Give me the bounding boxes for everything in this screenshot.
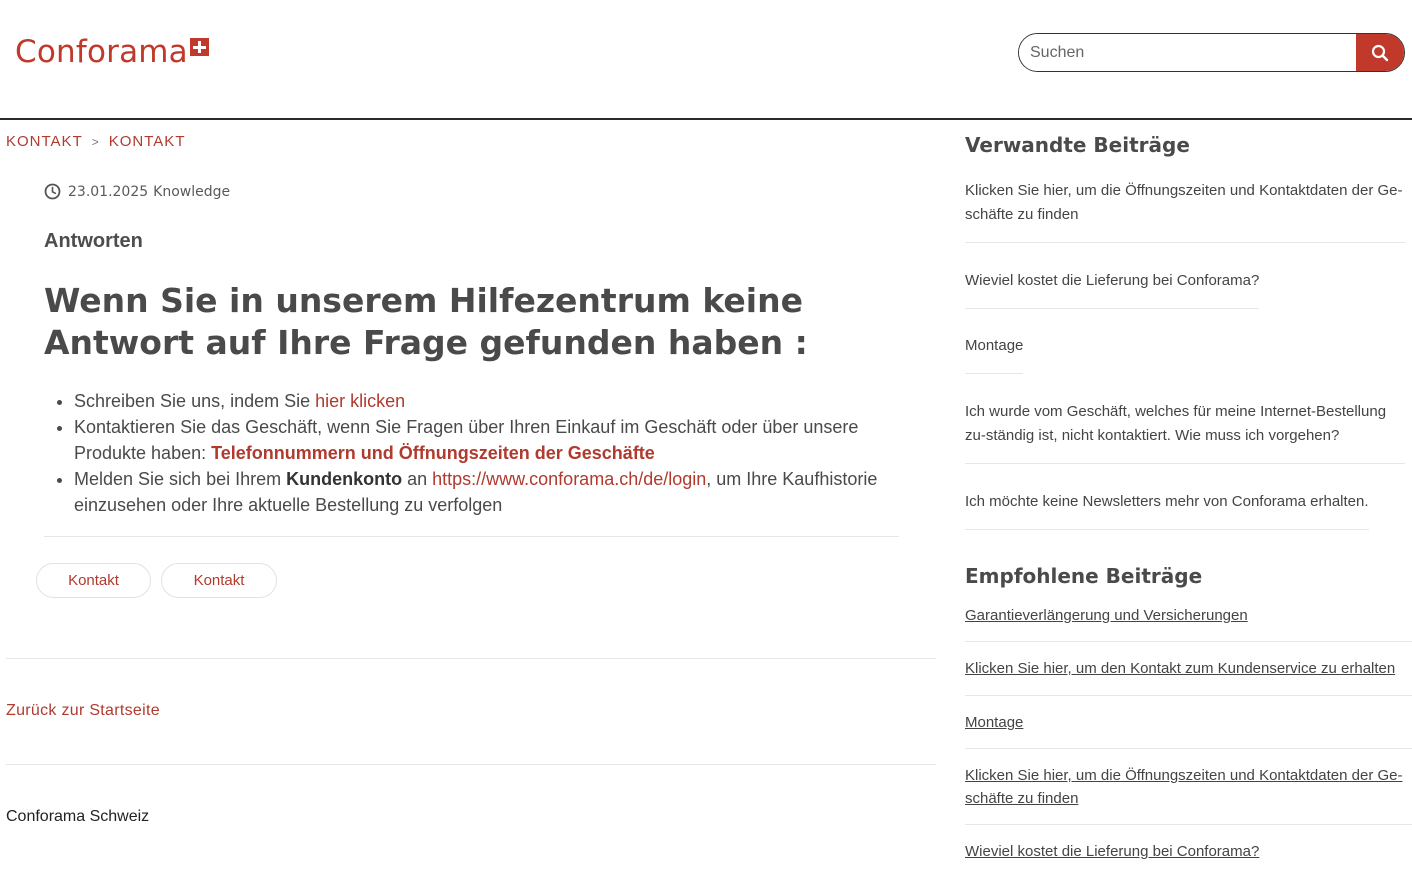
list-item-text: an (402, 469, 433, 489)
recommended-post-link[interactable]: Klicken Sie hier, um die Öffnungszeiten und Kontaktdaten der Ge-schäfte zu finden (965, 767, 1403, 807)
related-post-item[interactable]: Wieviel kostet die Lieferung bei Conforama? (965, 269, 1259, 293)
list-item-text: Kontaktieren Sie das Geschäft, wenn Sie Fragen über Ihren Einkauf im Geschäft oder über unsere Produkte haben: (74, 417, 859, 463)
login-link[interactable]: https://www.conforama.ch/de/login (432, 469, 707, 489)
breadcrumb (6, 133, 185, 150)
list-item (74, 414, 904, 466)
related-posts-heading: Verwandte Beiträge (965, 133, 1190, 157)
related-post-item[interactable]: Montage (965, 334, 1023, 358)
breadcrumb-separator: > (91, 134, 100, 149)
write-us-link[interactable]: hier klicken (315, 391, 406, 411)
answers-heading: Antworten (44, 230, 143, 252)
back-to-home-link[interactable]: Zurück zur Startseite (6, 702, 160, 719)
list-item (74, 466, 904, 518)
page-title: Wenn Sie in unserem Hilfezentrum keine Antwort auf Ihre Frage gefunden haben : (44, 281, 808, 362)
list-item-text: Schreiben Sie uns, indem Sie (74, 391, 316, 411)
tag-kontakt[interactable]: Kontakt (36, 563, 151, 598)
search-icon (1371, 44, 1389, 62)
clock-icon (44, 183, 61, 200)
search-bar (1018, 33, 1405, 72)
contact-options-list (74, 388, 904, 518)
article-meta (44, 183, 230, 200)
recommended-post-link[interactable]: Klicken Sie hier, um den Kontakt zum Kundenservice zu erhalten (965, 660, 1396, 677)
logo-text: Conforama (15, 34, 188, 70)
store-hours-link[interactable]: Telefonnummern und Öffnungszeiten der Geschäfte (211, 443, 655, 463)
divider (6, 658, 936, 659)
divider (965, 641, 1412, 642)
recommended-posts-heading: Empfohlene Beiträge (965, 564, 1203, 588)
divider (44, 536, 899, 537)
list-item-text: Melden Sie sich bei Ihrem (74, 469, 287, 489)
tag-kontakt[interactable]: Kontakt (161, 563, 277, 598)
related-post-item[interactable]: Klicken Sie hier, um die Öffnungszeiten und Kontaktdaten der Ge-schäfte zu finden (965, 179, 1405, 227)
divider (965, 824, 1412, 825)
search-input[interactable] (1019, 34, 1356, 71)
recommended-post-link[interactable]: Garantieverlängerung und Versicherungen (965, 607, 1248, 624)
site-header (0, 0, 1412, 120)
list-item (74, 388, 904, 414)
divider (965, 748, 1412, 749)
recommended-post-link[interactable]: Wieviel kostet die Lieferung bei Conforama? (965, 843, 1260, 860)
divider (6, 764, 936, 765)
article-date: 23.01.2025 (68, 183, 149, 200)
related-post-item[interactable]: Ich möchte keine Newsletters mehr von Conforama erhalten. (965, 490, 1369, 514)
breadcrumb-item-kontakt-current[interactable]: KONTAKT (108, 133, 186, 150)
search-button[interactable] (1356, 34, 1404, 71)
related-post-item[interactable]: Ich wurde vom Geschäft, welches für meine Internet-Bestellung zu-ständig ist, nicht kontaktiert. Wie muss ich vorgehen? (965, 400, 1405, 448)
divider (965, 695, 1412, 696)
recommended-post-link[interactable]: Montage (965, 714, 1024, 731)
article-category: Knowledge (153, 183, 231, 200)
footer-company-name: Conforama Schweiz (6, 808, 150, 825)
swiss-cross-icon (190, 38, 209, 56)
conforama-logo[interactable] (15, 32, 209, 72)
breadcrumb-item-kontakt[interactable]: KONTAKT (6, 133, 83, 150)
list-item-text: , um Ihre Kaufhistorie einzusehen oder Ihre aktuelle Bestellung zu verfolgen (74, 469, 878, 515)
customer-account-label: Kundenkonto (286, 469, 403, 489)
